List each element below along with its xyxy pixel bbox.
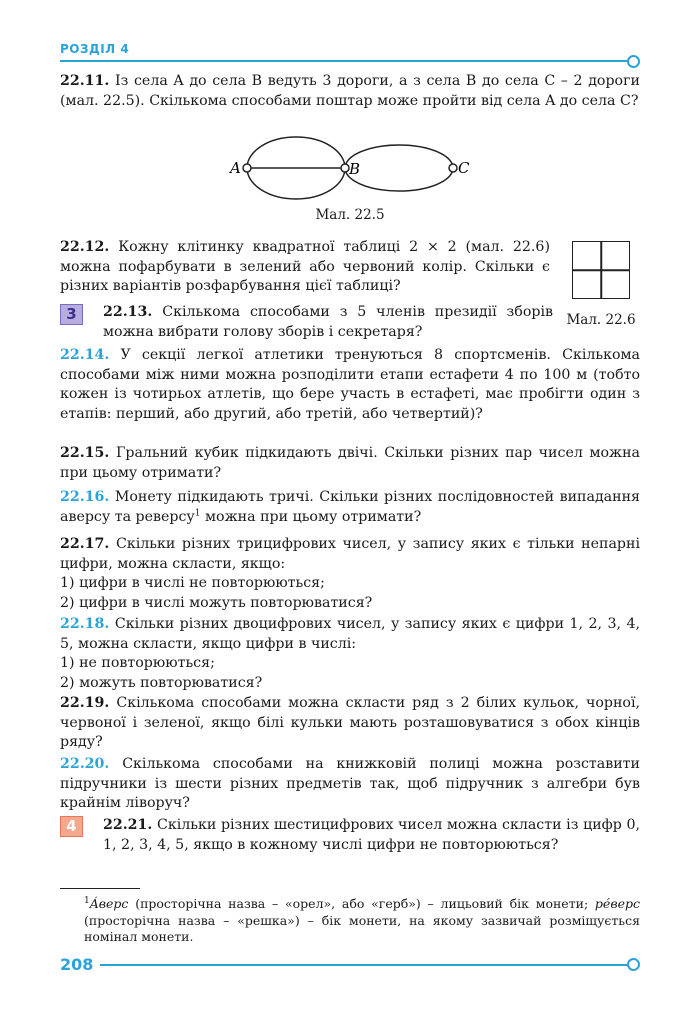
footnote: [60, 896, 640, 946]
problem-number: 22.17.: [60, 536, 110, 552]
problem-22-13: [103, 303, 553, 342]
problem-number: 22.13.: [103, 304, 153, 320]
problem-text: Із села A до села B ведуть 3 дороги, а з села B до села C – 2 дороги (мал. 22.5). Скількома способами поштар може пройти від села A до села C?: [60, 73, 640, 109]
problem-22-14: [60, 346, 640, 424]
problem-number: 22.16.: [60, 489, 110, 505]
problem-22-18: [60, 615, 640, 693]
footnote-marker: 1: [84, 895, 90, 906]
village-c-point: [449, 164, 457, 172]
problem-number: 22.20.: [60, 756, 110, 772]
problem-text: Скількома способами на книжковій полиці можна розставити підручники із шести різних предметів так, щоб підручник з алгебри був крайнім ліворуч?: [60, 756, 640, 812]
problem-text: Скільки різних шестицифрових чисел можна скласти із цифр 0, 1, 2, 3, 4, 5, якщо в кожному числі цифри не повторюються?: [103, 817, 640, 853]
problem-22-15: [60, 444, 640, 483]
problem-text: Монету підкидають тричі. Скільки різних послідовностей випадання аверсу та реверсу: [60, 489, 640, 525]
grid-horizontal-line: [573, 269, 629, 271]
footnote-body: [60, 896, 640, 946]
problem-text-end: можна при цьому отримати?: [200, 508, 422, 525]
level-3-badge: 3: [60, 304, 83, 325]
problem-22-12: [60, 238, 550, 297]
problem-number: 22.19.: [60, 695, 110, 711]
problem-text: Скільки різних трицифрових чисел, у запису яких є тільки непарні цифри, можна скласти, якщо:: [60, 536, 640, 572]
list-item: 2) можуть повторюватися?: [60, 674, 263, 691]
page-number: 208: [60, 955, 94, 974]
problem-text: Скількома способами з 5 членів президії зборів можна вибрати голову зборів і секретаря?: [103, 304, 553, 340]
problem-text: У секції легкої атлетики тренуються 8 спортсменів. Скількома способами між ними можна розподілити етапи естафети 4 по 100 м (тобто кожен із чотирьох атлетів, що бере участь в естафеті, має пробігти один з етапів: перший, або другий, або третій, або четвертий)?: [60, 347, 640, 422]
problem-number: 22.12.: [60, 239, 110, 255]
problem-number: 22.15.: [60, 445, 110, 461]
village-a-point: [243, 164, 251, 172]
figure-22-5: [225, 132, 475, 207]
village-b-point: [341, 164, 349, 172]
problem-22-17: [60, 535, 640, 613]
label-b: B: [349, 160, 361, 178]
footnote-rule: [60, 888, 140, 889]
caption-22-5: Мал. 22.5: [315, 207, 385, 223]
footer-rule: [100, 964, 628, 966]
problem-22-20: [60, 755, 640, 814]
level-4-badge: 4: [60, 816, 83, 837]
list-item: 1) цифри в числі не повторюються;: [60, 575, 325, 592]
problem-text: Кожну клітинку квадратної таблиці 2 × 2 (мал. 22.6) можна пофарбувати в зелений або червоний колір. Скільки є різних варіантів розфарбування цієї таблиці?: [60, 239, 550, 295]
figure-22-6: [572, 241, 630, 299]
footnote-ref: 1: [194, 507, 201, 518]
problem-22-19: [60, 694, 640, 753]
footnote-text-2: (просторічна назва – «решка») – бік монети, на якому зазвичай розміщується номінал монети.: [84, 912, 640, 944]
list-item: 1) не повторюються;: [60, 655, 215, 672]
problem-text: Скількома способами можна скласти ряд з 2 білих кульок, чорної, червоної і зеленої, якщо білі кульки мають розташовуватися з обох кінців ряду?: [60, 695, 640, 751]
footnote-term-revers: рéверс: [594, 896, 640, 911]
list-item: 2) цифри в числі можуть повторюватися?: [60, 594, 373, 611]
footnote-term-avers: Áверс: [89, 896, 129, 911]
road-bc: [345, 145, 453, 191]
header-rule-dot: [627, 55, 640, 68]
label-a: A: [230, 159, 241, 177]
problem-text: Гральний кубик підкидають двічі. Скільки різних пар чисел можна при цьому отримати?: [60, 445, 640, 481]
footnote-text-1: (просторічна назва – «орел», або «герб») – лицьовий бік монети;: [128, 896, 595, 911]
footer-rule-dot: [627, 958, 640, 971]
label-c: C: [458, 159, 470, 177]
header-rule: [60, 60, 628, 62]
problem-number: 22.21.: [103, 817, 153, 833]
section-label: РОЗДІЛ 4: [60, 42, 130, 56]
problem-number: 22.18.: [60, 616, 110, 632]
caption-22-6: Мал. 22.6: [566, 312, 636, 328]
problem-number: 22.11.: [60, 73, 110, 89]
problem-22-11: [60, 72, 640, 111]
problem-number: 22.14.: [60, 347, 110, 363]
problem-text: Скільки різних двоцифрових чисел, у запису яких є цифри 1, 2, 3, 4, 5, можна скласти, якщо цифри в числі:: [60, 616, 641, 652]
problem-22-16: [60, 488, 640, 527]
problem-22-21: [103, 816, 640, 855]
